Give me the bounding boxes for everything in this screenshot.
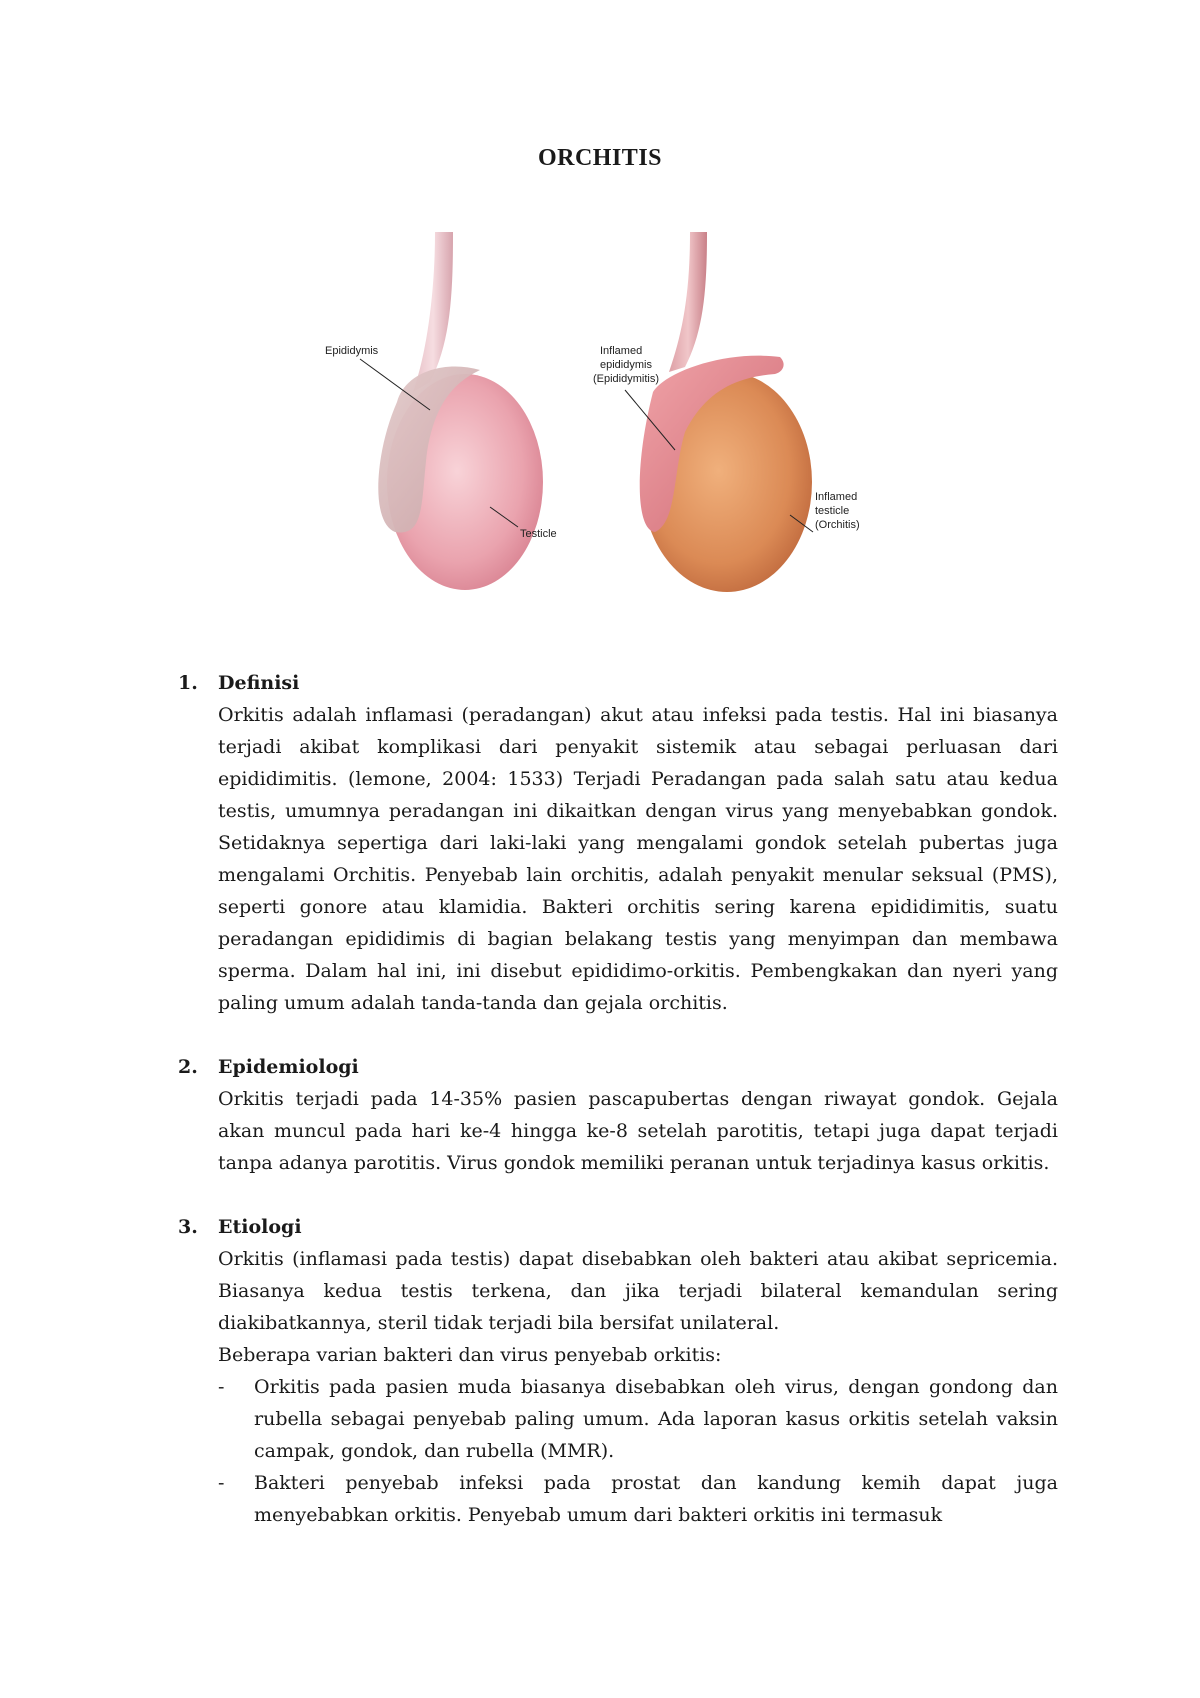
section-number: 2. — [178, 1056, 198, 1078]
anatomy-figure-svg — [325, 232, 895, 592]
bullet-dash: - — [218, 1472, 225, 1494]
section-paragraph: Orkitis (inflamasi pada testis) dapat disebabkan oleh bakteri atau akibat sepricemia. Biasanya kedua testis terkena, dan jika terjadi bilateral kemandulan sering diakibatkannya, steril tidak terjadi bila bersifat unilateral. — [218, 1248, 1058, 1334]
list-item-text: Bakteri penyebab infeksi pada prostat dan kandung kemih dapat juga menyebabkan orkitis. Penyebab umum dari bakteri orkitis ini termasuk — [254, 1472, 1058, 1526]
section-definisi — [178, 667, 1058, 1019]
list-item — [218, 1467, 1058, 1531]
section-heading — [178, 667, 1058, 699]
section-paragraph-intro-list: Beberapa varian bakteri dan virus penyebab orkitis: — [218, 1344, 722, 1366]
label-epididymis: Epididymis — [325, 345, 379, 357]
label-inflamed-epididymis-1: Inflamed — [600, 345, 643, 357]
section-number: 3. — [178, 1216, 198, 1238]
section-number: 1. — [178, 672, 198, 694]
list-item-text: Orkitis pada pasien muda biasanya disebabkan oleh virus, dengan gondong dan rubella sebagai penyebab paling umum. Ada laporan kasus orkitis setelah vaksin campak, gondok, dan rubella (MMR). — [254, 1376, 1058, 1462]
document-title: ORCHITIS — [537, 145, 663, 171]
label-inflamed-epididymis-3: (Epididymitis) — [593, 373, 660, 385]
label-testicle: Testicle — [520, 528, 557, 540]
section-title: Etiologi — [218, 1216, 302, 1238]
section-title: Definisi — [218, 672, 300, 694]
normal-testis-drawing — [325, 232, 557, 590]
section-heading — [178, 1211, 1058, 1243]
orchitis-illustration — [325, 232, 895, 592]
section-paragraph: Orkitis terjadi pada 14-35% pasien pascapubertas dengan riwayat gondok. Gejala akan muncul pada hari ke-4 hingga ke-8 setelah parotitis, tetapi juga dapat terjadi tanpa adanya parotitis. Virus gondok memiliki peranan untuk terjadinya kasus orkitis. — [218, 1088, 1058, 1174]
label-inflamed-testicle-1: Inflamed — [815, 491, 858, 503]
list-item — [218, 1371, 1058, 1467]
section-epidemiologi — [178, 1051, 1058, 1179]
label-inflamed-testicle-2: testicle — [815, 505, 850, 517]
label-inflamed-testicle-3: (Orchitis) — [815, 519, 860, 531]
bullet-dash: - — [218, 1376, 225, 1398]
section-title: Epidemiologi — [218, 1056, 359, 1078]
cause-list — [218, 1371, 1058, 1531]
section-paragraph: Orkitis adalah inflamasi (peradangan) akut atau infeksi pada testis. Hal ini biasanya terjadi akibat komplikasi dari penyakit sistemik atau sebagai perluasan dari epididimitis. (lemone, 2004: 1533) Terjadi Peradangan pada salah satu atau kedua testis, umumnya peradangan ini dikaitkan dengan virus yang menyebabkan gondok. Setidaknya sepertiga dari laki-laki yang mengalami gondok setelah pubertas juga mengalami Orchitis. Penyebab lain orchitis, adalah penyakit menular seksual (PMS), seperti gonore atau klamidia. Bakteri orchitis sering karena epididimitis, suatu peradangan epididimis di bagian belakang testis yang menyimpan dan membawa sperma. Dalam hal ini, ini disebut epididimo-orkitis. Pembengkakan dan nyeri yang paling umum adalah tanda-tanda dan gejala orchitis. — [218, 704, 1058, 1014]
section-etiologi — [178, 1211, 1058, 1531]
section-heading — [178, 1051, 1058, 1083]
label-inflamed-epididymis-2: epididymis — [600, 359, 652, 371]
spermatic-cord-inflamed — [669, 232, 707, 372]
inflamed-testis-drawing — [593, 232, 860, 592]
